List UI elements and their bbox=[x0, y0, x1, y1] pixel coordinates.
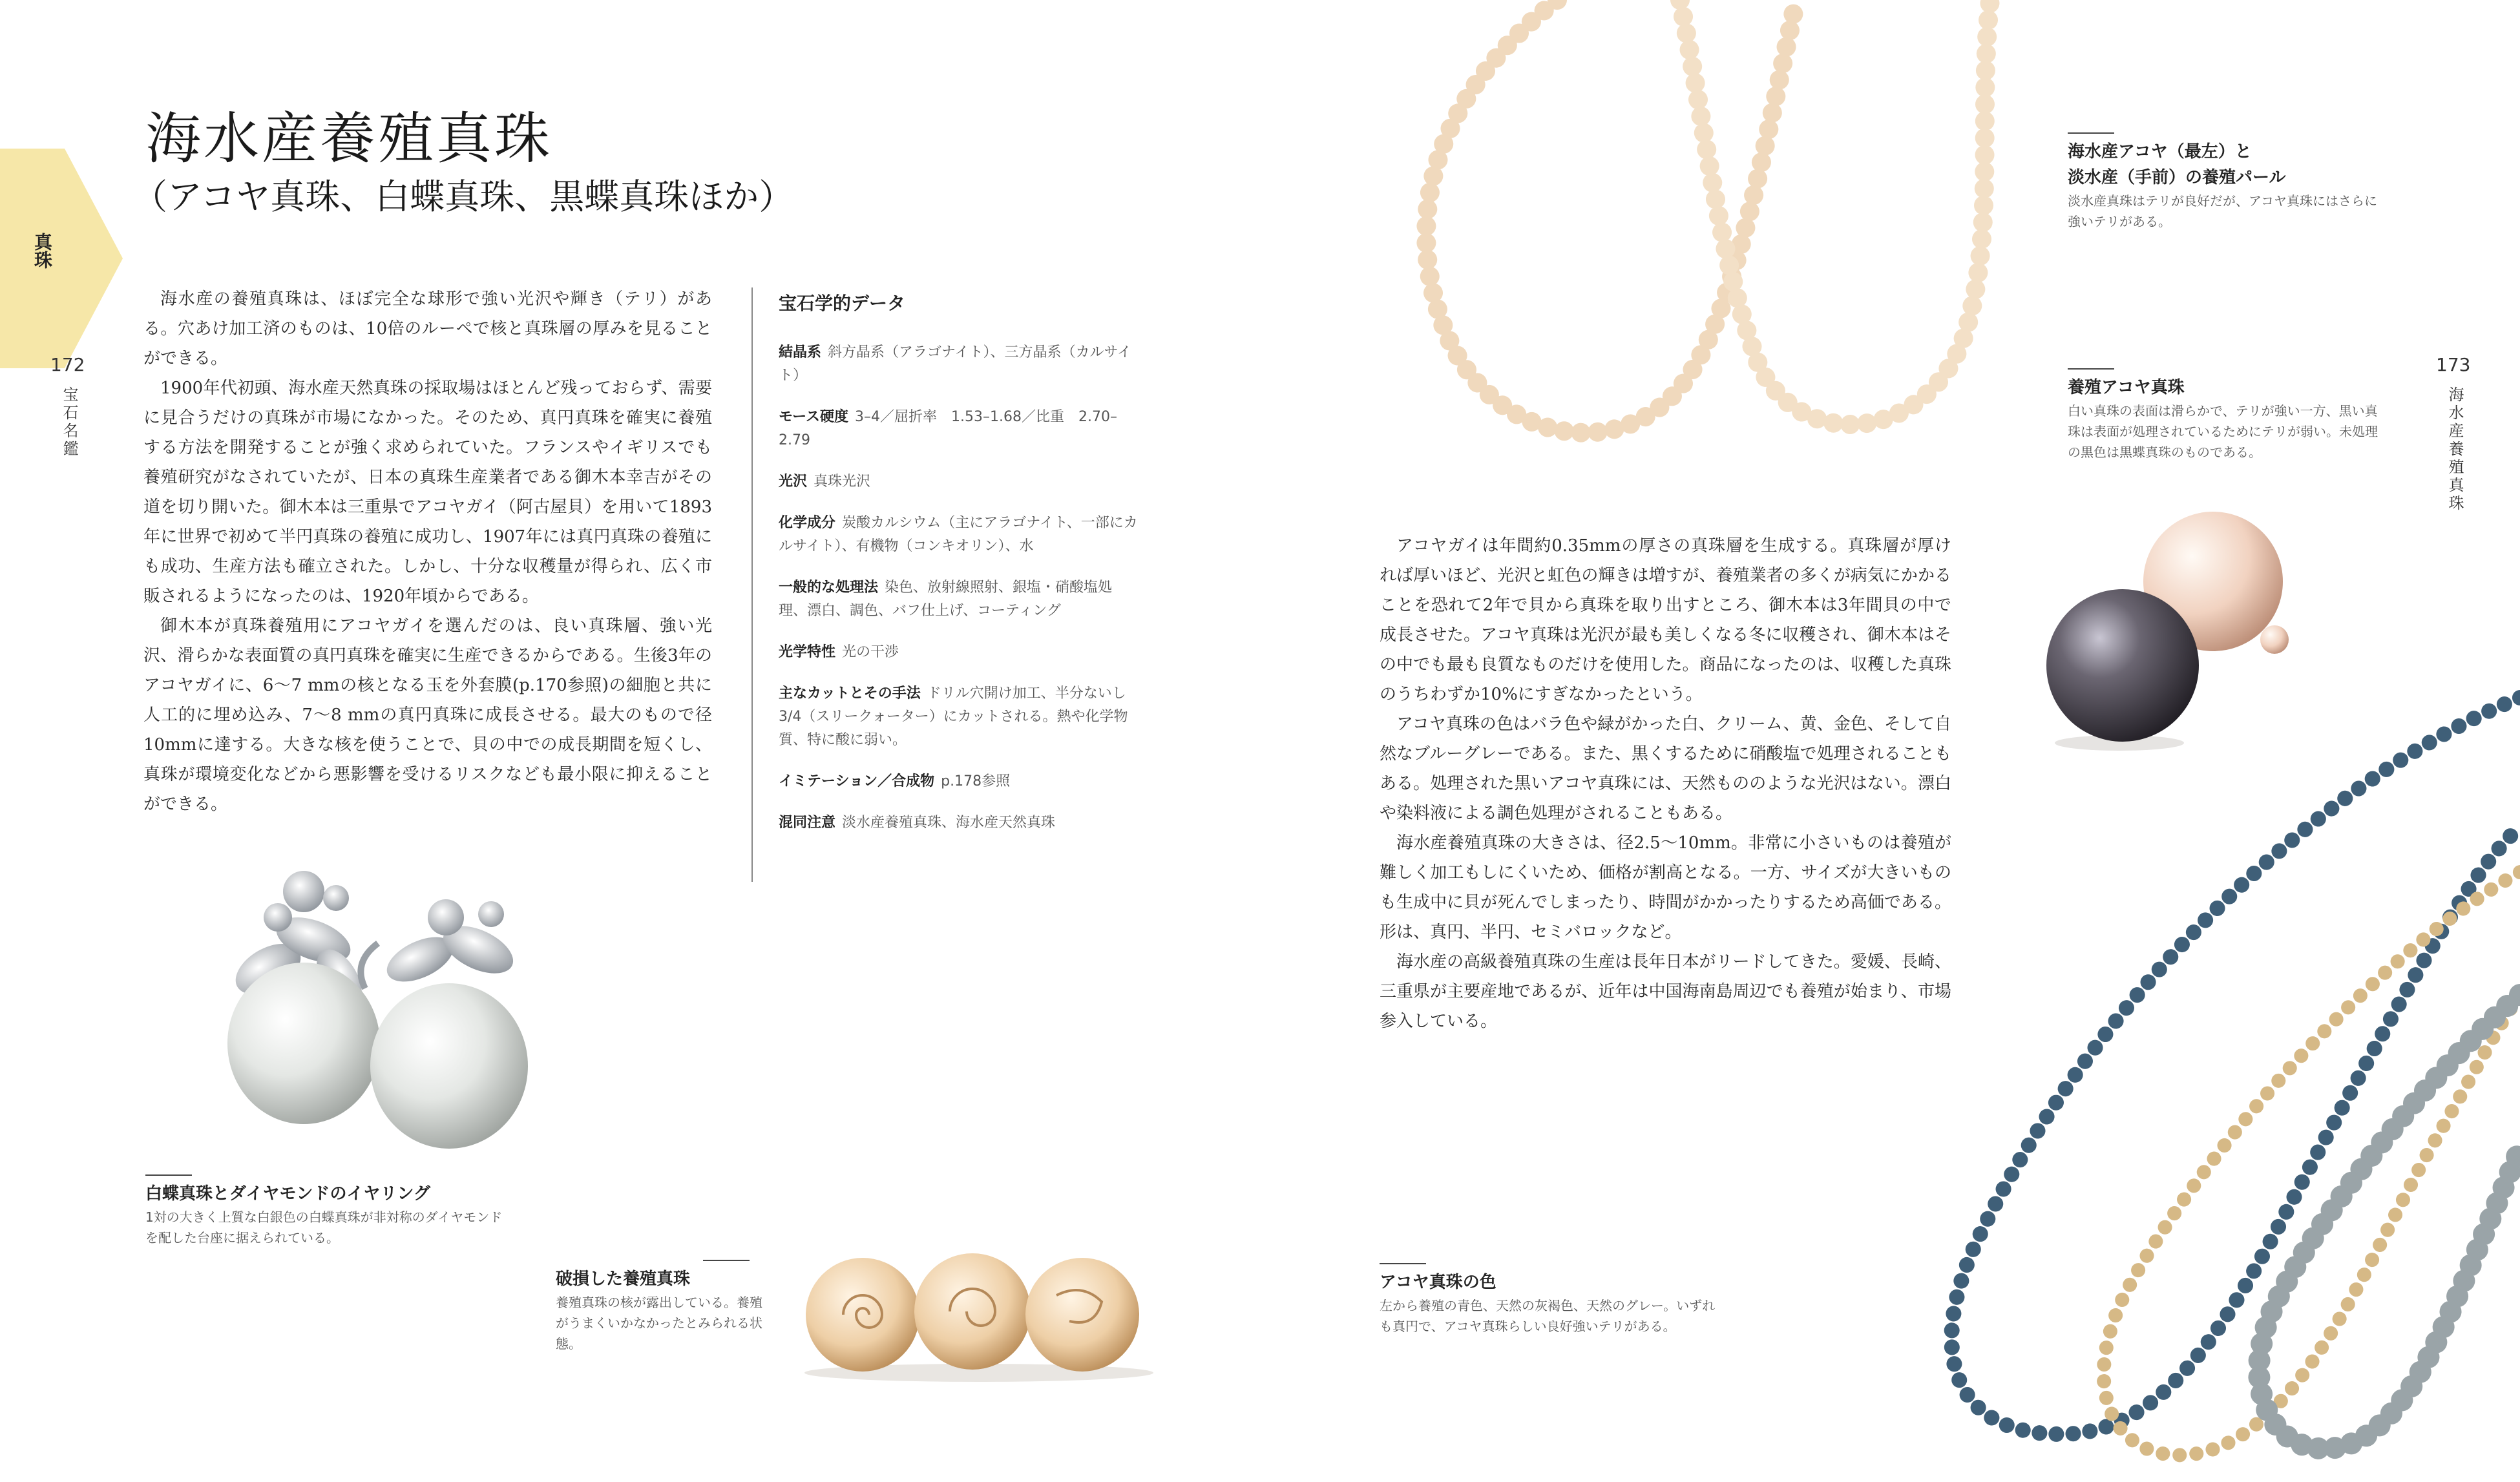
earring-left bbox=[227, 871, 380, 1124]
gem-data-row bbox=[779, 406, 1140, 452]
left-body-text bbox=[143, 284, 712, 819]
gem-data-label: モース硬度 bbox=[779, 409, 849, 425]
gem-data-row bbox=[779, 770, 1140, 793]
page-number-right: 173 bbox=[2436, 354, 2471, 375]
gem-data-row bbox=[779, 576, 1140, 623]
gem-data-label: イミテーション／合成物 bbox=[779, 773, 935, 789]
caption-title: 破損した養殖真珠 bbox=[556, 1269, 691, 1289]
damaged-pearl bbox=[806, 1258, 919, 1372]
page-subtitle: （アコヤ真珠、白蝶真珠、黒蝶真珠ほか） bbox=[132, 176, 794, 217]
body-paragraph: 海水産の高級養殖真珠の生産は長年日本がリードしてきた。愛媛、長崎、三重県が主要産地であるが、近年は中国海南島周辺でも養殖が始まり、市場参入している。 bbox=[1380, 952, 1951, 1031]
chapter-tab-label: 真珠 bbox=[32, 233, 53, 269]
body-paragraph: 海水産の養殖真珠は、ほぼ完全な球形で強い光沢や輝き（テリ）がある。穴あけ加工済のものは、10倍のルーペで核と真珠層の厚みを見ることができる。 bbox=[143, 289, 712, 368]
caption-akoya-colors bbox=[1380, 1263, 1716, 1337]
caption-earrings bbox=[145, 1174, 507, 1248]
gem-data-row bbox=[779, 641, 1140, 664]
gem-data-row bbox=[779, 512, 1140, 558]
gem-data-label: 主なカットとその手法 bbox=[779, 685, 921, 702]
pearl-earrings-image bbox=[207, 820, 569, 1156]
caption-text: 淡水産真珠はテリが良好だが、アコヤ真珠にはさらに強いテリがある。 bbox=[2068, 193, 2377, 229]
gem-data-row bbox=[779, 470, 1140, 494]
caption-title: 養殖アコヤ真珠 bbox=[2068, 378, 2185, 397]
damaged-pearl bbox=[1025, 1258, 1139, 1372]
gem-data-value: 真珠光沢 bbox=[814, 474, 871, 490]
gem-data-value: p.178参照 bbox=[941, 773, 1011, 789]
caption-rule bbox=[1380, 1263, 1426, 1264]
body-paragraph: アコヤ真珠の色はバラ色や緑がかった白、クリーム、黄、金色、そして自然なブルーグレーである。また、黒くするために硝酸塩で処理されることもある。処理された黒いアコヤ真珠には、天然もののような光沢はない。漂白や染料液による調色処理がされることもある。 bbox=[1380, 715, 1951, 823]
gem-data-value: 炭酸カルシウム（主にアラゴナイト、一部にカルサイト）、有機物（コンキオリン）、水 bbox=[779, 515, 1138, 554]
caption-title: アコヤ真珠の色 bbox=[1380, 1273, 1496, 1292]
body-paragraph: アコヤガイは年間約0.35mmの厚さの真珠層を生成する。真珠層が厚ければ厚いほど、光沢と虹色の輝きは増すが、養殖業者の多くが病気にかかることを恐れて2年で貝から真珠を取り出すところ、御木本は3年間貝の中で成長させた。アコヤ真珠は光沢が最も美しくなる冬に収穫され、御木本はその中でも最も良質なものだけを使用した。商品になったのは、収穫した真珠のうちわずか10%にすぎなかったという。 bbox=[1380, 536, 1951, 704]
caption-rule bbox=[2068, 132, 2114, 134]
pearl-strand bbox=[1426, 0, 1796, 433]
caption-cultured-akoya bbox=[2068, 368, 2388, 463]
running-title-right: 海水産養殖真珠 bbox=[2446, 386, 2464, 513]
gem-data-row bbox=[779, 811, 1140, 835]
caption-title: 白蝶真珠とダイヤモンドのイヤリング bbox=[145, 1184, 430, 1204]
caption-rule bbox=[703, 1260, 750, 1261]
gem-data-label: 化学成分 bbox=[779, 515, 836, 531]
damaged-pearls-image bbox=[798, 1237, 1160, 1386]
caption-rule bbox=[2068, 368, 2114, 370]
body-paragraph: 海水産養殖真珠の大きさは、径2.5～10mm。非常に小さいものは養殖が難しく加工もしにくいため、価格が割高となる。一方、サイズが大きいものも生成中に貝が死んでしまったり、時間がかかったりするため高価である。形は、真円、半円、セミバロックなど。 bbox=[1380, 833, 1951, 942]
gem-data-label: 結晶系 bbox=[779, 344, 822, 360]
caption-rule bbox=[145, 1174, 192, 1176]
gem-data-label: 混同注意 bbox=[779, 815, 836, 831]
pearl-strands-image bbox=[1344, 0, 2010, 497]
chapter-tab-arrow bbox=[0, 149, 123, 368]
gem-data-label: 光沢 bbox=[779, 474, 808, 490]
caption-text: 白い真珠の表面は滑らかで、テリが強い一方、黒い真珠は表面が処理されているためにテリが弱い。未処理の黒色は黒蝶真珠のものである。 bbox=[2068, 403, 2378, 460]
caption-strands bbox=[2068, 132, 2378, 232]
running-title-left: 宝石名鑑 bbox=[60, 386, 78, 459]
earring-right bbox=[361, 899, 528, 1149]
body-paragraph: 1900年代初頭、海水産天然真珠の採取場はほとんど残っておらず、需要に見合うだけの真珠が市場になかった。そのため、真円真珠を確実に養殖する方法を開発することが強く求められていた。フランスやイギリスでも養殖研究がなされていたが、日本の真珠生産業者である御木本幸吉がその道を切り開いた。御木本は三重県でアコヤガイ（阿古屋貝）を用いて1893年に世界で初めて半円真珠の養殖に成功し、1907年には真円真珠の養殖にも成功、生産方法も確立された。しかし、十分な収穫量が得られ、広く市販されるようになったのは、1920年頃からである。 bbox=[143, 379, 712, 606]
damaged-pearl bbox=[914, 1253, 1031, 1370]
gem-data-heading: 宝石学的データ bbox=[779, 293, 906, 314]
page-number-left: 172 bbox=[50, 354, 85, 375]
pearl-strand bbox=[1680, 0, 1990, 424]
caption-text: 1対の大きく上質な白銀色の白蝶真珠が非対称のダイヤモンドを配した台座に据えられている。 bbox=[145, 1209, 503, 1246]
caption-text: 養殖真珠の核が露出している。養殖がうまくいかなかったとみられる状態。 bbox=[556, 1295, 762, 1352]
akoya-color-strands-image bbox=[1913, 659, 2520, 1479]
gem-data-value: 斜方晶系（アラゴナイト）、三方晶系（カルサイト） bbox=[779, 344, 1131, 384]
caption-title: 海水産アコヤ（最左）と bbox=[2068, 142, 2252, 162]
gem-data-label: 光学特性 bbox=[779, 644, 836, 660]
caption-damaged-pearls bbox=[556, 1260, 769, 1354]
gem-data-row bbox=[779, 682, 1140, 752]
chapter-tab bbox=[0, 149, 123, 368]
caption-text: 左から養殖の青色、天然の灰褐色、天然のグレー。いずれも真円で、アコヤ真珠らしい良好強いテリがある。 bbox=[1380, 1298, 1716, 1334]
gem-data-divider bbox=[751, 287, 753, 882]
caption-title: 淡水産（手前）の養殖パール bbox=[2068, 168, 2286, 187]
gem-data-value: 光の干渉 bbox=[842, 644, 899, 660]
gem-data-label: 一般的な処理法 bbox=[779, 579, 879, 596]
page-title: 海水産養殖真珠 bbox=[145, 107, 552, 171]
gem-data-row bbox=[779, 341, 1140, 388]
gem-data-value: 3–4／屈折率 1.53–1.68／比重 2.70–2.79 bbox=[779, 409, 1117, 448]
body-paragraph: 御木本が真珠養殖用にアコヤガイを選んだのは、良い真珠層、強い光沢、滑らかな表面質の真円真珠を確実に生産できるからである。生後3年のアコヤガイに、6～7 mmの核となる玉を外套膜(p.170参照)の細胞と共に人工的に埋め込み、7～8 mmの真円真珠に成長させる。最大のもので径10mmに達する。大きな核を使うことで、貝の中での成長期間を短くし、真珠が環境変化などから悪影響を受けるリスクなども最小限に抑えることができる。 bbox=[143, 616, 712, 814]
gem-data-value: ドリル穴開け加工、半分ないし3/4（スリークォーター）にカットされる。熱や化学物質、特に酸に弱い。 bbox=[779, 685, 1128, 748]
gem-data-panel bbox=[779, 289, 1140, 853]
right-body-text bbox=[1380, 531, 1951, 1036]
gem-data-value: 染色、放射線照射、銀塩・硝酸塩処理、漂白、調色、バフ仕上げ、コーティング bbox=[779, 579, 1113, 619]
gem-data-value: 淡水産養殖真珠、海水産天然真珠 bbox=[842, 815, 1056, 831]
